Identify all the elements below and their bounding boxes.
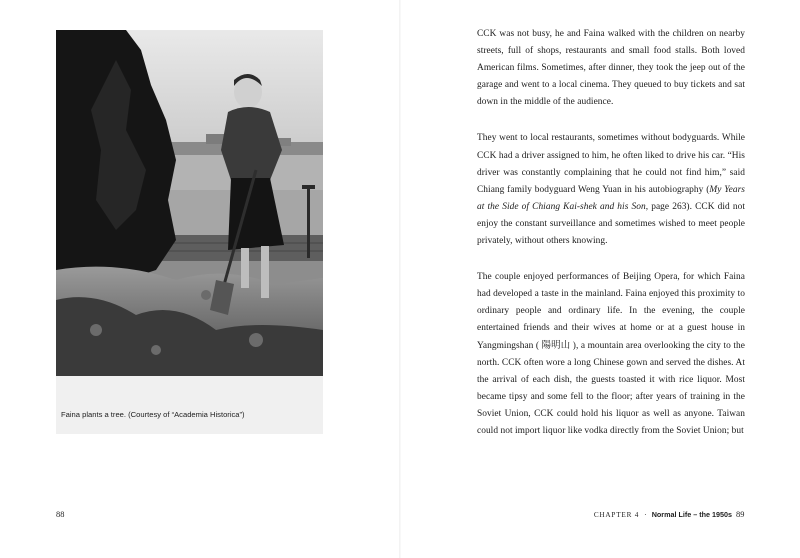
- figure-block: [56, 30, 323, 434]
- right-page-number: 89: [736, 510, 745, 519]
- paragraph-text: CCK was not busy, he and Faina walked with the children on nearby streets, full of shops, restaurants and small food stalls. Both loved American films. Sometimes, after dinner, they took the jeep out of the garage and went to a local cinema. They queued to buy tickets and sat down in the middle of the audience.: [477, 29, 745, 108]
- body-paragraph: [477, 269, 745, 440]
- book-title-italic: My Years at the Side of Chiang Kai-shek and his Son: [477, 184, 745, 212]
- left-page-number: 88: [56, 510, 65, 519]
- running-head-section: Normal Life – the 1950s: [651, 510, 732, 519]
- running-head-separator: ·: [644, 510, 647, 519]
- photograph: [56, 30, 323, 376]
- running-head-chapter: CHAPTER 4: [593, 511, 640, 519]
- paragraph-text: The couple enjoyed performances of Beijing Opera, for which Faina had developed a taste in the mainland. Faina enjoyed this proximity to ordinary people and ordinary life. In the evening, the couple entertained friends and their wives at home or at a guest house in Yangmingshan ( 陽明山 ), a mountain area overlooking the city to the north. CCK often wore a long Chinese gown and served the dishes. At the arrival of each dish, the guests toasted it with rice liquor. Most became tipsy and some fell to the floor; after years of training in the Soviet Union, CCK could hold his liquor as well as anyone. Taiwan could not import liquor like vodka directly from the Soviet Union; but: [477, 272, 745, 436]
- photo-illustration: [56, 30, 323, 376]
- body-paragraph: [477, 26, 745, 111]
- figure-caption: Faina plants a tree. (Courtesy of “Academia Historica”): [61, 410, 245, 419]
- book-spine: [399, 0, 401, 558]
- paragraph-text: , page 263). CCK did not enjoy the constant surveillance and sometimes wished to meet people privately, without others knowing.: [477, 201, 745, 247]
- running-head: [594, 510, 732, 519]
- paragraph-text: They went to local restaurants, sometimes without bodyguards. While CCK had a driver assigned to him, he often liked to drive his car. “His driver was constantly complaining that he could not find him,” said Chiang family bodyguard Weng Yuan in his autobiography (: [477, 133, 745, 195]
- body-paragraph: [477, 130, 745, 250]
- body-text-column: [477, 26, 745, 459]
